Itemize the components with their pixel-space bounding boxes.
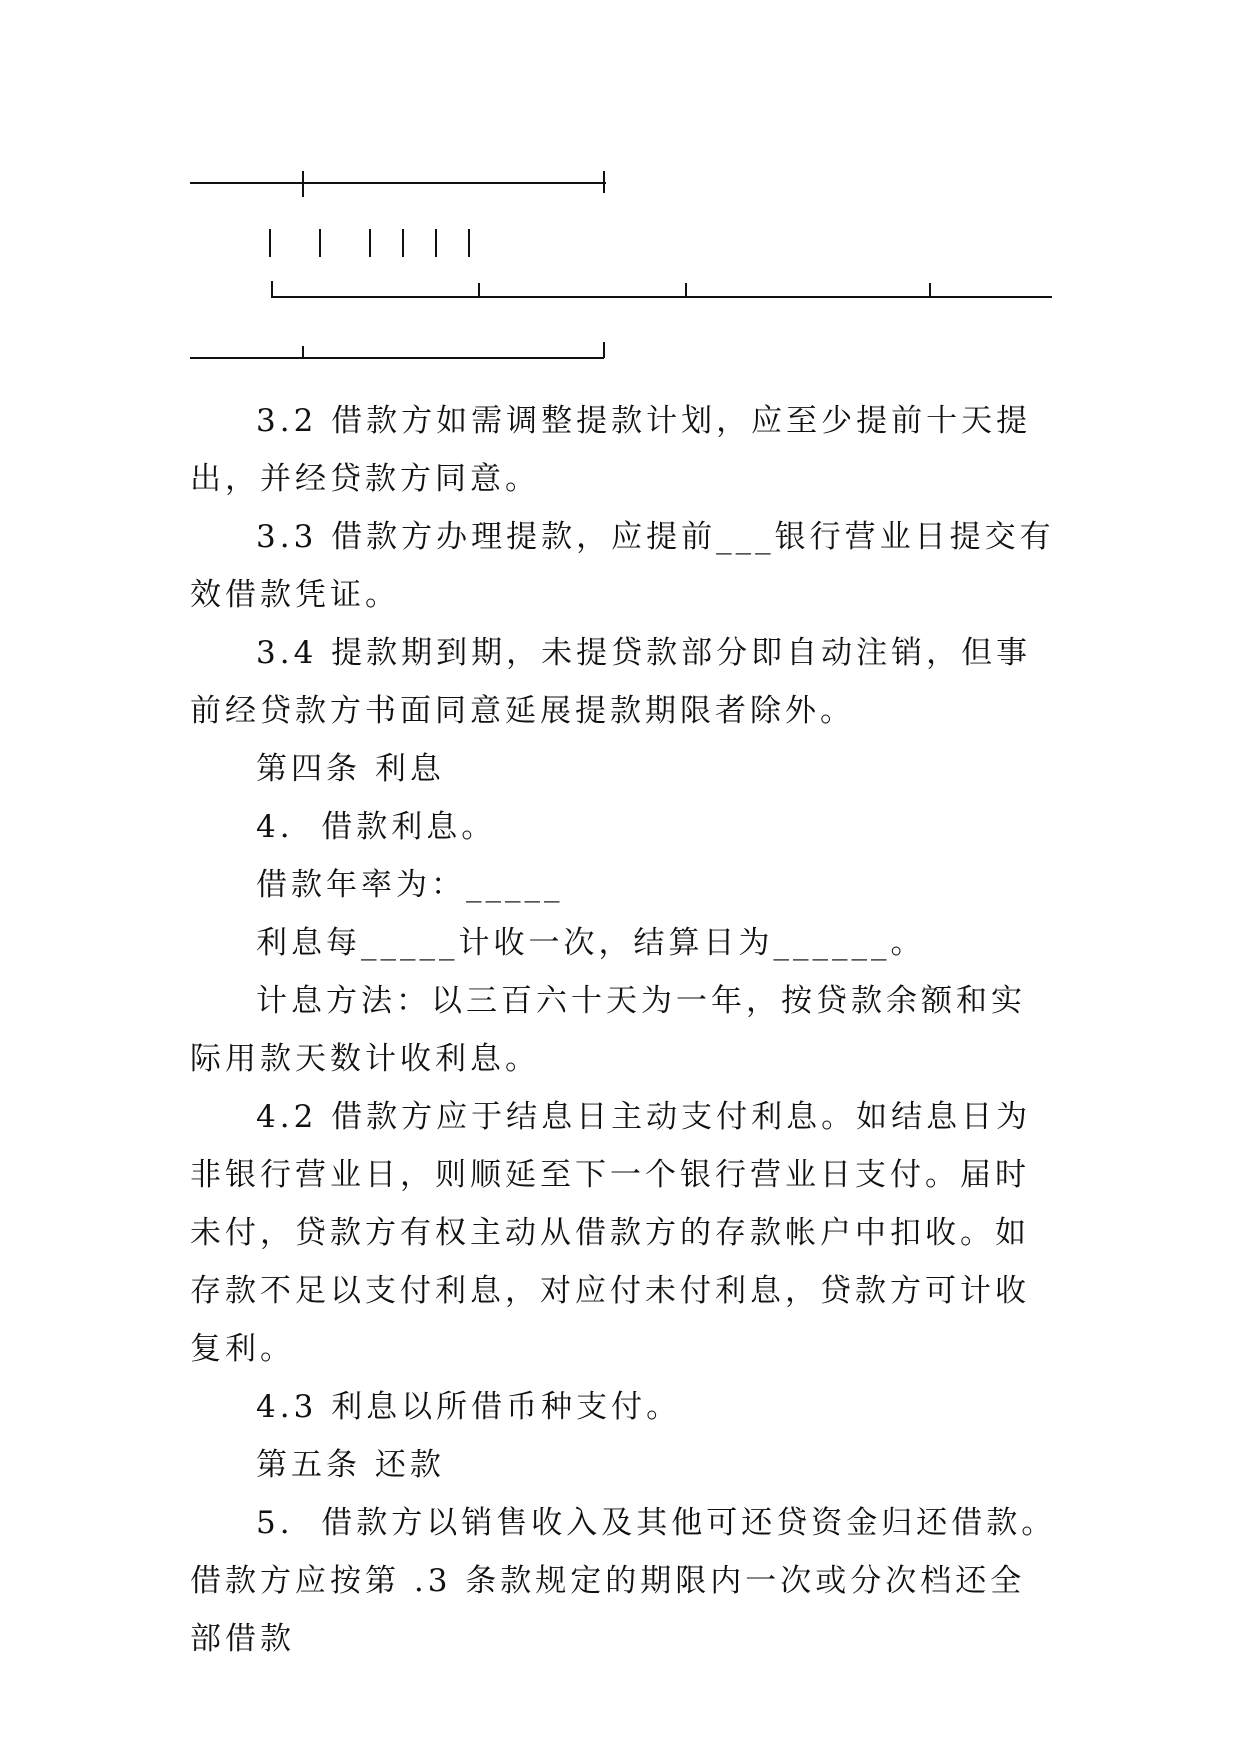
- clause-4-3: 4.3 利息以所借币种支付。: [256, 1389, 682, 1425]
- clause-5: 5. 借款方以销售收入及其他可还贷资金归还借款。借款方应按第 .3 条款规定的期限内一次或分次档还全部借款: [190, 1505, 1057, 1657]
- table-border-fragment: [0, 0, 1241, 400]
- clause-4-2: 4.2 借款方应于结息日主动支付利息。如结息日为非银行营业日，则顺延至下一个银行营业日支付。届时未付，贷款方有权主动从借款方的存款帐户中扣收。如存款不足以支付利息，对应付未付利息，贷款方可计收复利。: [190, 1099, 1032, 1367]
- article-4-heading: 第四条 利息: [256, 751, 445, 787]
- clause-3-2: 3.2 借款方如需调整提款计划，应至少提前十天提出，并经贷款方同意。: [190, 403, 1032, 497]
- document-body: [190, 392, 1060, 1668]
- table-lines: [0, 0, 1241, 400]
- interest-method: 计息方法：以三百六十天为一年，按贷款余额和实际用款天数计收利息。: [190, 983, 1026, 1077]
- clause-3-4: 3.4 提款期到期，未提贷款部分即自动注销，但事前经贷款方书面同意延展提款期限者除外。: [190, 635, 1032, 729]
- clause-4-title: 4. 借款利息。: [256, 809, 497, 845]
- annual-rate-line: 借款年率为：_____: [256, 867, 564, 903]
- clause-3-3: 3.3 借款方办理提款，应提前___银行营业日提交有效借款凭证。: [190, 519, 1055, 613]
- settlement-line: 利息每_____计收一次，结算日为______。: [256, 925, 926, 961]
- article-5-heading: 第五条 还款: [256, 1447, 445, 1483]
